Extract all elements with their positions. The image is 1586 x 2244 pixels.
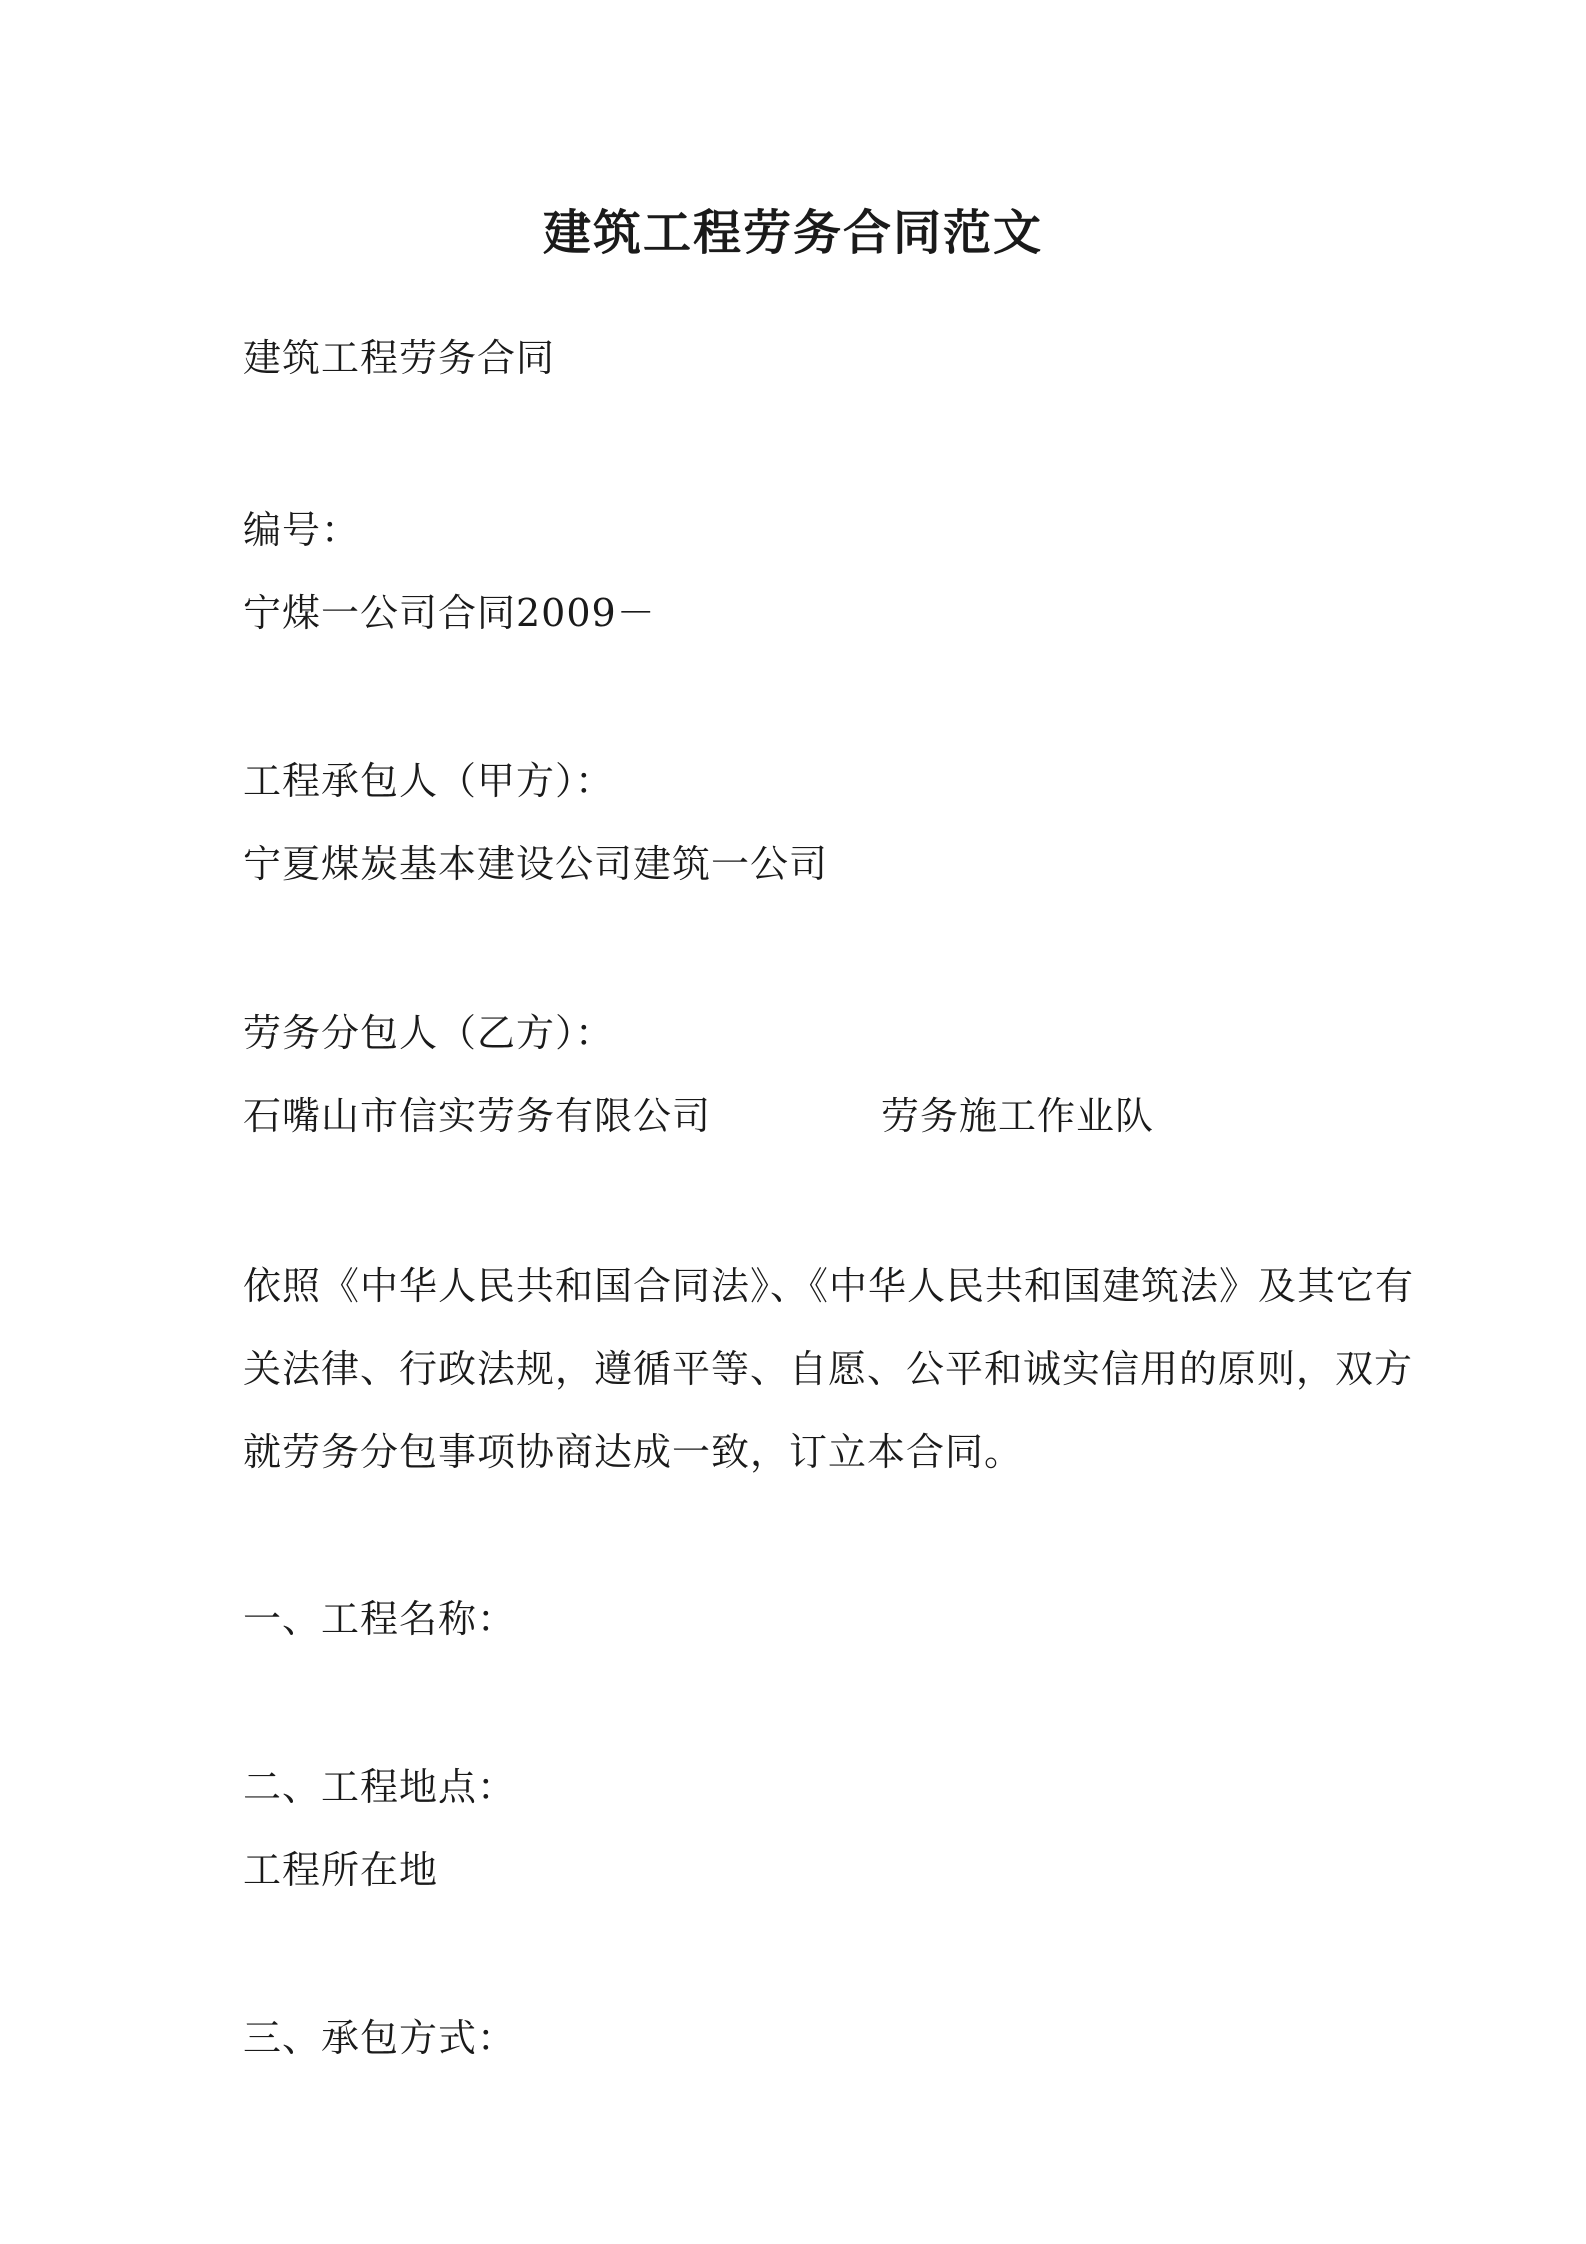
section2-heading: 二、工程地点： <box>243 1765 517 1809</box>
contract-number-value: 宁煤一公司合同2009－ <box>243 591 656 635</box>
contract-number-label: 编号： <box>243 508 361 552</box>
document-title: 建筑工程劳务合同范文 <box>542 205 1043 261</box>
preamble-paragraph <box>243 1245 1415 1494</box>
party-b-team: 劳务施工作业队 <box>881 1094 1155 1138</box>
section1-heading: 一、工程名称： <box>243 1597 517 1641</box>
party-b-label: 劳务分包人（乙方）： <box>243 1011 615 1055</box>
contract-subtitle: 建筑工程劳务合同 <box>243 336 556 380</box>
party-a-label: 工程承包人（甲方）： <box>243 759 615 803</box>
preamble-line: 关法律、行政法规，遵循平等、自愿、公平和诚实信用的原则，双方 <box>243 1347 1414 1391</box>
party-b-name: 石嘴山市信实劳务有限公司 <box>243 1094 712 1138</box>
party-b-row <box>243 1088 1154 1144</box>
preamble-line: 依照《中华人民共和国合同法》、《中华人民共和国建筑法》及其它有 <box>243 1264 1415 1308</box>
party-a-name: 宁夏煤炭基本建设公司建筑一公司 <box>243 842 829 886</box>
preamble-line: 就劳务分包事项协商达成一致，订立本合同。 <box>243 1430 1024 1474</box>
section2-value: 工程所在地 <box>243 1848 439 1892</box>
section3-heading: 三、承包方式： <box>243 2016 517 2060</box>
